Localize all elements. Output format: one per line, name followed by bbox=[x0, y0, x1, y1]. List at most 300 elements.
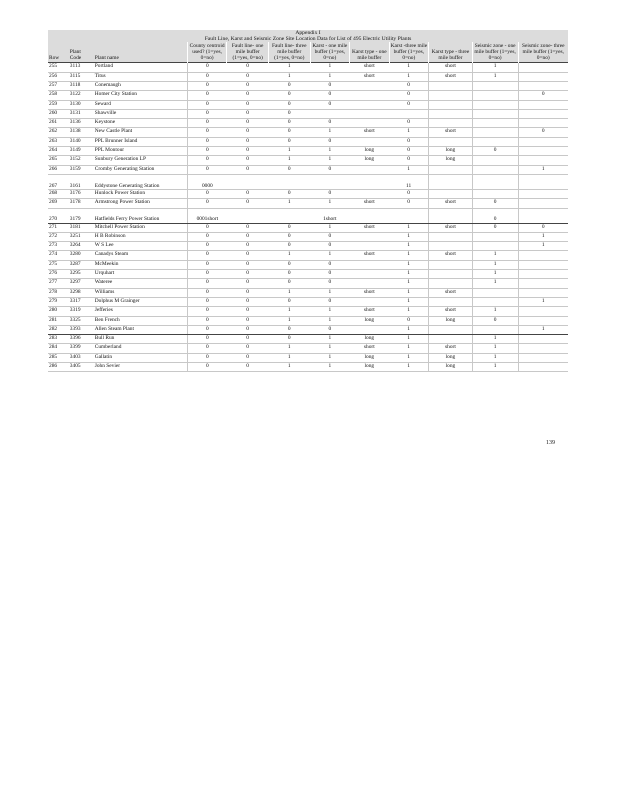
cell-s3: 0 bbox=[518, 128, 568, 137]
cell-code: 3149 bbox=[69, 147, 94, 156]
cell-f1 bbox=[227, 208, 269, 223]
cell-k1: 0 bbox=[310, 165, 350, 174]
cell-s1 bbox=[472, 165, 518, 174]
cell-s1 bbox=[472, 100, 518, 109]
cell-k1: 1 bbox=[310, 316, 350, 325]
cell-name: Allen Steam Plant bbox=[94, 325, 188, 334]
table-row bbox=[48, 63, 568, 72]
cell-kt1: short bbox=[350, 288, 390, 297]
table-row bbox=[48, 109, 568, 118]
cell-f1: 0 bbox=[227, 242, 269, 251]
cell-name: Jefferies bbox=[94, 307, 188, 316]
cell-kt1 bbox=[350, 232, 390, 241]
cell-k3: 1 bbox=[389, 307, 429, 316]
cell-row: 272 bbox=[48, 232, 69, 241]
cell-f3: 0 bbox=[268, 119, 310, 128]
table-row bbox=[48, 232, 568, 241]
cell-c: 0 bbox=[187, 156, 227, 165]
cell-kt3 bbox=[429, 91, 473, 100]
cell-f1: 0 bbox=[227, 137, 269, 146]
cell-code: 3122 bbox=[69, 91, 94, 100]
cell-c: 0 bbox=[187, 109, 227, 118]
cell-f3 bbox=[268, 174, 310, 189]
cell-c: 0 bbox=[187, 316, 227, 325]
cell-row: 260 bbox=[48, 109, 69, 118]
cell-k3: 1 bbox=[389, 325, 429, 334]
cell-code: 3319 bbox=[69, 307, 94, 316]
table-row bbox=[48, 279, 568, 288]
cell-f3: 1 bbox=[268, 72, 310, 81]
cell-f3: 1 bbox=[268, 363, 310, 372]
cell-code: 3396 bbox=[69, 335, 94, 344]
cell-k3: 1 bbox=[389, 279, 429, 288]
cell-k1 bbox=[310, 174, 350, 189]
cell-k3: 1 bbox=[389, 128, 429, 137]
cell-row: 275 bbox=[48, 260, 69, 269]
cell-c: 0 bbox=[187, 260, 227, 269]
cell-kt3 bbox=[429, 82, 473, 91]
cell-row: 274 bbox=[48, 251, 69, 260]
table-row bbox=[48, 82, 568, 91]
cell-c: 0 bbox=[187, 335, 227, 344]
cell-kt1: short bbox=[350, 72, 390, 81]
cell-k1: 0 bbox=[310, 270, 350, 279]
cell-k1: 1 bbox=[310, 128, 350, 137]
cell-c: 0 bbox=[187, 128, 227, 137]
cell-s1 bbox=[472, 189, 518, 198]
cell-f1: 0 bbox=[227, 335, 269, 344]
cell-kt1 bbox=[350, 91, 390, 100]
cell-kt3: long bbox=[429, 363, 473, 372]
cell-code: 3113 bbox=[69, 63, 94, 72]
cell-k1: 0 bbox=[310, 279, 350, 288]
cell-k3: 1 bbox=[389, 232, 429, 241]
cell-s1 bbox=[472, 137, 518, 146]
cell-s1: 1 bbox=[472, 335, 518, 344]
cell-f3: 1 bbox=[268, 316, 310, 325]
cell-f3: 0 bbox=[268, 223, 310, 232]
table-row bbox=[48, 91, 568, 100]
table-row bbox=[48, 316, 568, 325]
cell-f3: 1 bbox=[268, 344, 310, 353]
cell-c: 0 bbox=[187, 199, 227, 208]
cell-row: 282 bbox=[48, 325, 69, 334]
cell-s1 bbox=[472, 297, 518, 306]
cell-s3 bbox=[518, 251, 568, 260]
cell-c: 0 bbox=[187, 72, 227, 81]
cell-c: 0 bbox=[187, 100, 227, 109]
table-row bbox=[48, 128, 568, 137]
cell-row: 285 bbox=[48, 353, 69, 362]
table-row bbox=[48, 307, 568, 316]
cell-k1: 1 bbox=[310, 335, 350, 344]
cell-kt1: long bbox=[350, 363, 390, 372]
cell-kt3 bbox=[429, 297, 473, 306]
cell-kt1 bbox=[350, 119, 390, 128]
cell-k3: 1 bbox=[389, 63, 429, 72]
cell-name: Homer City Station bbox=[94, 91, 188, 100]
cell-kt3 bbox=[429, 174, 473, 189]
cell-name: Ben French bbox=[94, 316, 188, 325]
cell-code: 3178 bbox=[69, 199, 94, 208]
cell-s3 bbox=[518, 344, 568, 353]
cell-f3: 1 bbox=[268, 288, 310, 297]
cell-name: Shawville bbox=[94, 109, 188, 118]
cell-c: 0 bbox=[187, 353, 227, 362]
cell-name: Hatfields Ferry Power Station bbox=[94, 208, 188, 223]
cell-c: 0 bbox=[187, 242, 227, 251]
cell-c: 0 bbox=[187, 189, 227, 198]
cell-row: 276 bbox=[48, 270, 69, 279]
cell-kt3 bbox=[429, 119, 473, 128]
cell-f1: 0 bbox=[227, 270, 269, 279]
cell-row: 281 bbox=[48, 316, 69, 325]
cell-k1: 0 bbox=[310, 297, 350, 306]
column-header: Fault line- three mile buffer (1=yes, 0=no) bbox=[268, 42, 310, 63]
cell-k3: 1 bbox=[389, 251, 429, 260]
column-header: County centroid used? (1=yes, 0=no) bbox=[187, 42, 227, 63]
cell-s1 bbox=[472, 288, 518, 297]
cell-code: 3298 bbox=[69, 288, 94, 297]
cell-kt3 bbox=[429, 208, 473, 223]
cell-row: 258 bbox=[48, 91, 69, 100]
cell-kt3: short bbox=[429, 251, 473, 260]
cell-f3 bbox=[268, 208, 310, 223]
cell-s3 bbox=[518, 208, 568, 223]
cell-k1: 0 bbox=[310, 232, 350, 241]
cell-f1: 0 bbox=[227, 288, 269, 297]
cell-c: 0 bbox=[187, 363, 227, 372]
table-row bbox=[48, 270, 568, 279]
cell-k1: 1 bbox=[310, 147, 350, 156]
cell-kt1: long bbox=[350, 335, 390, 344]
cell-k1: 0 bbox=[310, 119, 350, 128]
cell-c: 0 bbox=[187, 270, 227, 279]
cell-k3 bbox=[389, 109, 429, 118]
cell-kt3 bbox=[429, 270, 473, 279]
cell-code: 3152 bbox=[69, 156, 94, 165]
cell-s1: 1 bbox=[472, 363, 518, 372]
cell-f3: 1 bbox=[268, 307, 310, 316]
cell-s3: 1 bbox=[518, 165, 568, 174]
cell-k1: 1 bbox=[310, 353, 350, 362]
cell-name: McMeekin bbox=[94, 260, 188, 269]
cell-k1: 0 bbox=[310, 91, 350, 100]
column-header: Fault line- one mile buffer (1=yes, 0=no) bbox=[227, 42, 269, 63]
table-row bbox=[48, 251, 568, 260]
cell-s1: 0 bbox=[472, 316, 518, 325]
cell-k3: 1 bbox=[389, 72, 429, 81]
cell-c: 0 bbox=[187, 297, 227, 306]
cell-kt1 bbox=[350, 325, 390, 334]
cell-name: Gallatin bbox=[94, 353, 188, 362]
cell-name: Armstrong Power Station bbox=[94, 199, 188, 208]
cell-kt3: short bbox=[429, 344, 473, 353]
cell-k1: 0 bbox=[310, 137, 350, 146]
cell-code: 3405 bbox=[69, 363, 94, 372]
cell-f1: 0 bbox=[227, 316, 269, 325]
cell-s3 bbox=[518, 288, 568, 297]
cell-row: 284 bbox=[48, 344, 69, 353]
table-row bbox=[48, 72, 568, 81]
cell-c: 0 bbox=[187, 137, 227, 146]
cell-code: 3130 bbox=[69, 100, 94, 109]
cell-s3 bbox=[518, 147, 568, 156]
cell-code: 3131 bbox=[69, 109, 94, 118]
cell-kt3 bbox=[429, 189, 473, 198]
cell-f1: 0 bbox=[227, 189, 269, 198]
cell-name: Titus bbox=[94, 72, 188, 81]
cell-f3: 0 bbox=[268, 260, 310, 269]
cell-name: Sunbury Generation LP bbox=[94, 156, 188, 165]
cell-s3 bbox=[518, 72, 568, 81]
cell-c: 0 bbox=[187, 325, 227, 334]
cell-row: 265 bbox=[48, 156, 69, 165]
cell-kt3: long bbox=[429, 353, 473, 362]
cell-kt1 bbox=[350, 242, 390, 251]
cell-kt3 bbox=[429, 242, 473, 251]
cell-f3: 0 bbox=[268, 91, 310, 100]
cell-f1: 0 bbox=[227, 63, 269, 72]
table-row bbox=[48, 189, 568, 198]
cell-kt3 bbox=[429, 325, 473, 334]
cell-s3 bbox=[518, 156, 568, 165]
cell-s1: 1 bbox=[472, 307, 518, 316]
cell-s1 bbox=[472, 242, 518, 251]
cell-name: Canadys Steam bbox=[94, 251, 188, 260]
cell-f1: 0 bbox=[227, 119, 269, 128]
table-row bbox=[48, 137, 568, 146]
cell-f3: 0 bbox=[268, 297, 310, 306]
cell-name: Bull Run bbox=[94, 335, 188, 344]
cell-s1 bbox=[472, 82, 518, 91]
cell-code: 3140 bbox=[69, 137, 94, 146]
cell-k1: 1 bbox=[310, 63, 350, 72]
cell-row: 266 bbox=[48, 165, 69, 174]
cell-f1: 0 bbox=[227, 82, 269, 91]
cell-s1 bbox=[472, 109, 518, 118]
cell-name: H B Robinson bbox=[94, 232, 188, 241]
cell-row: 255 bbox=[48, 63, 69, 72]
cell-kt3 bbox=[429, 137, 473, 146]
cell-k3: 1 bbox=[389, 242, 429, 251]
cell-kt3 bbox=[429, 232, 473, 241]
cell-f1: 0 bbox=[227, 251, 269, 260]
cell-k1: 1 bbox=[310, 288, 350, 297]
cell-f1: 0 bbox=[227, 353, 269, 362]
cell-row: 267 bbox=[48, 174, 69, 189]
cell-code: 3287 bbox=[69, 260, 94, 269]
cell-f3: 1 bbox=[268, 199, 310, 208]
cell-f1: 0 bbox=[227, 91, 269, 100]
page-number: 139 bbox=[546, 440, 555, 446]
table-row bbox=[48, 363, 568, 372]
cell-f1: 0 bbox=[227, 297, 269, 306]
cell-f3: 0 bbox=[268, 279, 310, 288]
cell-s3: 1 bbox=[518, 242, 568, 251]
cell-k3: 0 bbox=[389, 156, 429, 165]
cell-s1 bbox=[472, 232, 518, 241]
column-header: Karst type - one mile buffer bbox=[350, 42, 390, 63]
cell-s3: 1 bbox=[518, 232, 568, 241]
column-header: Karst type - three mile buffer bbox=[429, 42, 473, 63]
cell-f3: 1 bbox=[268, 156, 310, 165]
cell-f1: 0 bbox=[227, 223, 269, 232]
table-row bbox=[48, 119, 568, 128]
table-row bbox=[48, 260, 568, 269]
cell-k1 bbox=[310, 109, 350, 118]
cell-kt1: short bbox=[350, 307, 390, 316]
cell-name: Conemaugh bbox=[94, 82, 188, 91]
cell-f3: 1 bbox=[268, 251, 310, 260]
cell-kt1 bbox=[350, 270, 390, 279]
cell-f3: 0 bbox=[268, 325, 310, 334]
cell-s1 bbox=[472, 119, 518, 128]
cell-code: 3118 bbox=[69, 82, 94, 91]
cell-k3: 0 bbox=[389, 316, 429, 325]
cell-c: 0 bbox=[187, 91, 227, 100]
cell-kt3: short bbox=[429, 72, 473, 81]
column-header-row bbox=[48, 42, 568, 63]
cell-kt1: short bbox=[350, 344, 390, 353]
cell-code: 3280 bbox=[69, 251, 94, 260]
cell-k1: 1 bbox=[310, 344, 350, 353]
cell-f1: 0 bbox=[227, 232, 269, 241]
cell-row: 261 bbox=[48, 119, 69, 128]
cell-kt1 bbox=[350, 174, 390, 189]
cell-code: 3138 bbox=[69, 128, 94, 137]
cell-code: 3136 bbox=[69, 119, 94, 128]
cell-kt1 bbox=[350, 279, 390, 288]
cell-k1: 0 bbox=[310, 82, 350, 91]
cell-k3: 1 bbox=[389, 335, 429, 344]
cell-kt3 bbox=[429, 335, 473, 344]
table-row bbox=[48, 156, 568, 165]
cell-s1: 1 bbox=[472, 260, 518, 269]
table-row bbox=[48, 297, 568, 306]
cell-c: 0 bbox=[187, 279, 227, 288]
cell-kt1 bbox=[350, 165, 390, 174]
cell-name: Urquhart bbox=[94, 270, 188, 279]
cell-kt1 bbox=[350, 82, 390, 91]
cell-f3: 1 bbox=[268, 147, 310, 156]
cell-code: 3161 bbox=[69, 174, 94, 189]
cell-c: 0000 bbox=[187, 174, 227, 189]
cell-k3: 0 bbox=[389, 199, 429, 208]
cell-k1: 1 bbox=[310, 251, 350, 260]
cell-s3 bbox=[518, 189, 568, 198]
table-row bbox=[48, 325, 568, 334]
cell-s1: 0 bbox=[472, 147, 518, 156]
cell-f1: 0 bbox=[227, 325, 269, 334]
cell-s3: 1 bbox=[518, 297, 568, 306]
column-header: Seismic zone- three mile buffer (1=yes, 0=no) bbox=[518, 42, 568, 63]
cell-f1: 0 bbox=[227, 279, 269, 288]
cell-name: PPL Brunner Island bbox=[94, 137, 188, 146]
cell-s3 bbox=[518, 363, 568, 372]
cell-kt3: short bbox=[429, 223, 473, 232]
cell-code: 3176 bbox=[69, 189, 94, 198]
cell-k1: 1 bbox=[310, 199, 350, 208]
cell-c: 0 bbox=[187, 344, 227, 353]
cell-kt1: long bbox=[350, 353, 390, 362]
cell-s3 bbox=[518, 260, 568, 269]
cell-k1: 0 bbox=[310, 325, 350, 334]
cell-name: PPL Montour bbox=[94, 147, 188, 156]
cell-c: 0 bbox=[187, 288, 227, 297]
cell-s1: 1 bbox=[472, 279, 518, 288]
cell-s3 bbox=[518, 174, 568, 189]
cell-name: W S Lee bbox=[94, 242, 188, 251]
cell-f1: 0 bbox=[227, 165, 269, 174]
table-row bbox=[48, 353, 568, 362]
cell-c: 0 bbox=[187, 251, 227, 260]
cell-kt3 bbox=[429, 260, 473, 269]
cell-f1: 0 bbox=[227, 260, 269, 269]
cell-k3: 0 bbox=[389, 119, 429, 128]
cell-s3 bbox=[518, 119, 568, 128]
cell-s3: 0 bbox=[518, 91, 568, 100]
cell-k3: 11 bbox=[389, 174, 429, 189]
cell-row: 259 bbox=[48, 100, 69, 109]
cell-row: 277 bbox=[48, 279, 69, 288]
cell-s3 bbox=[518, 353, 568, 362]
cell-s1: 0 bbox=[472, 208, 518, 223]
cell-s3: 0 bbox=[518, 223, 568, 232]
cell-row: 268 bbox=[48, 189, 69, 198]
cell-k1: 1 bbox=[310, 156, 350, 165]
cell-row: 271 bbox=[48, 223, 69, 232]
table-row bbox=[48, 165, 568, 174]
cell-s1: 0 bbox=[472, 223, 518, 232]
cell-kt1: long bbox=[350, 156, 390, 165]
cell-c: 0 bbox=[187, 63, 227, 72]
cell-kt3: short bbox=[429, 199, 473, 208]
cell-f1: 0 bbox=[227, 199, 269, 208]
cell-f3: 0 bbox=[268, 109, 310, 118]
cell-k3: 1 bbox=[389, 223, 429, 232]
cell-c: 0 bbox=[187, 307, 227, 316]
cell-name: John Sevier bbox=[94, 363, 188, 372]
cell-k3: 1 bbox=[389, 270, 429, 279]
cell-s3 bbox=[518, 100, 568, 109]
cell-kt1 bbox=[350, 297, 390, 306]
cell-code: 3403 bbox=[69, 353, 94, 362]
cell-k1: 0 bbox=[310, 242, 350, 251]
cell-f1: 0 bbox=[227, 307, 269, 316]
cell-kt1: long bbox=[350, 316, 390, 325]
cell-row: 264 bbox=[48, 147, 69, 156]
cell-code: 3115 bbox=[69, 72, 94, 81]
cell-code: 3181 bbox=[69, 223, 94, 232]
cell-k1: 1 bbox=[310, 307, 350, 316]
cell-k3: 1 bbox=[389, 353, 429, 362]
cell-s1: 0 bbox=[472, 199, 518, 208]
cell-row: 286 bbox=[48, 363, 69, 372]
cell-kt3 bbox=[429, 279, 473, 288]
cell-name: Portland bbox=[94, 63, 188, 72]
cell-k1: 1short bbox=[310, 208, 350, 223]
cell-kt1: long bbox=[350, 147, 390, 156]
cell-c: 0 bbox=[187, 165, 227, 174]
cell-k3: 0 bbox=[389, 91, 429, 100]
cell-f3: 0 bbox=[268, 165, 310, 174]
cell-c: 0 bbox=[187, 82, 227, 91]
cell-kt3 bbox=[429, 165, 473, 174]
cell-kt3: long bbox=[429, 316, 473, 325]
cell-row: 257 bbox=[48, 82, 69, 91]
cell-k1: 1 bbox=[310, 363, 350, 372]
